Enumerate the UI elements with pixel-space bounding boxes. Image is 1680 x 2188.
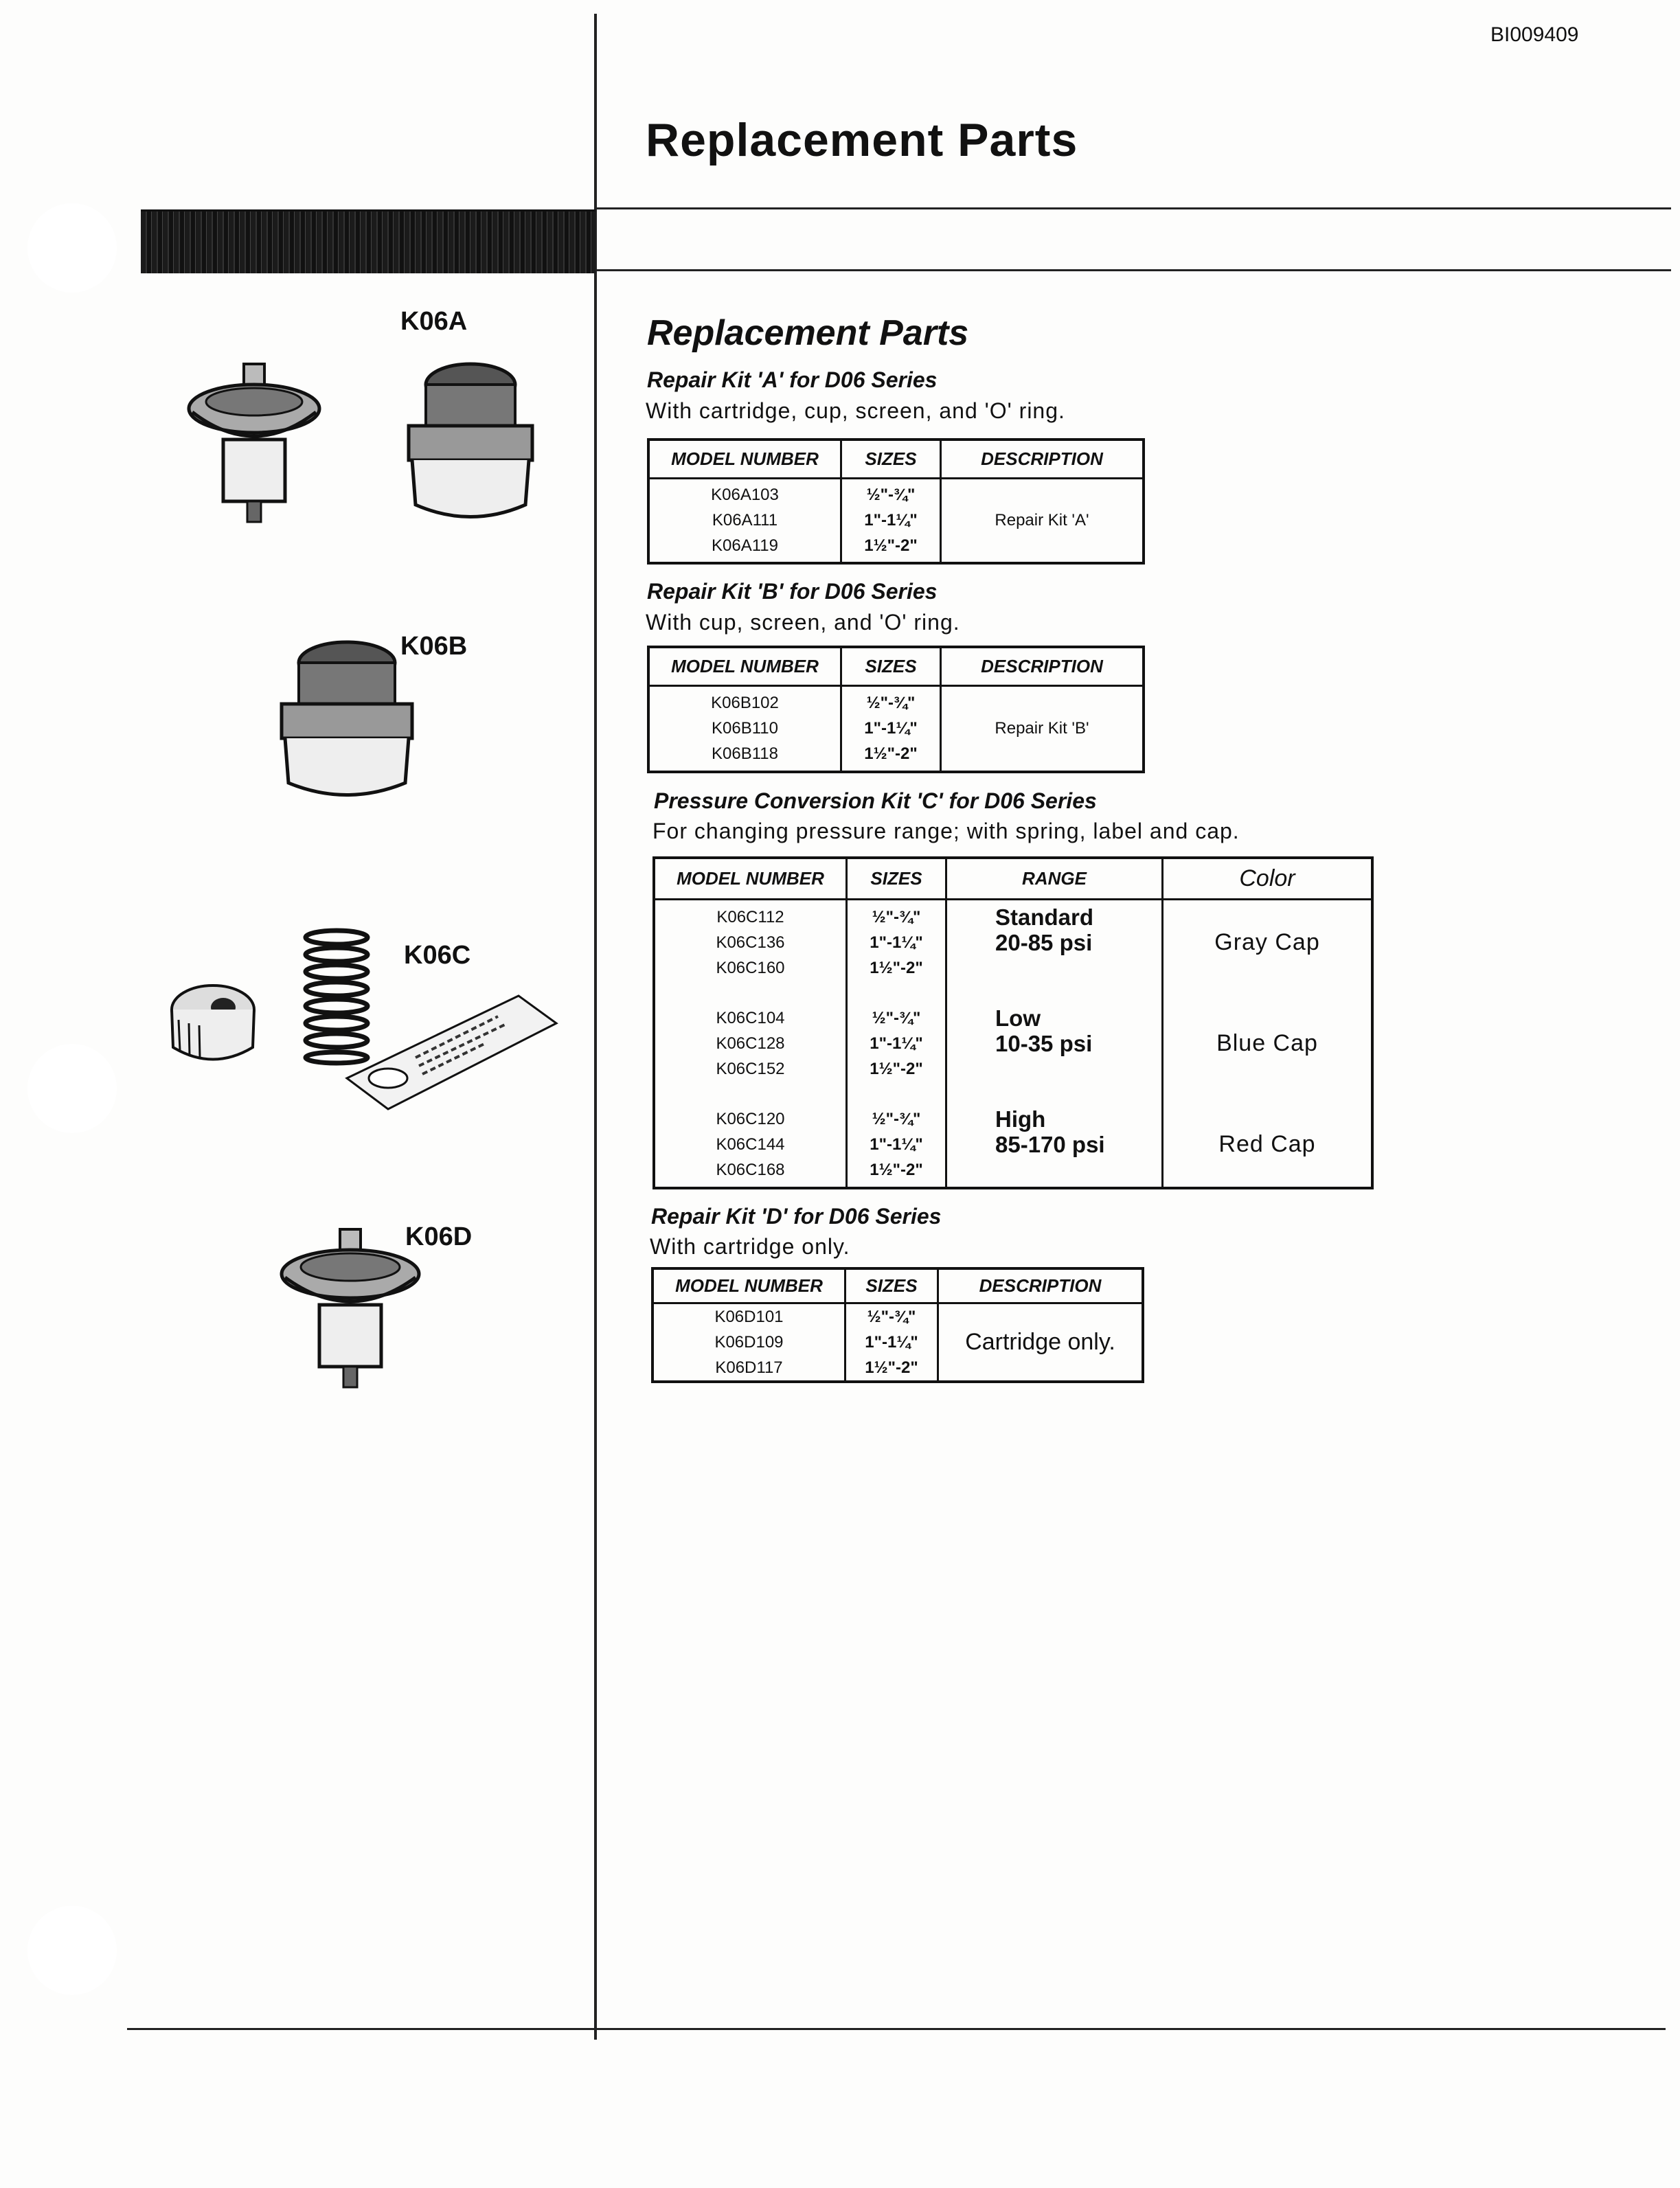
table-header: DESCRIPTION: [941, 647, 1144, 685]
range-cell: [946, 904, 1163, 981]
label-illustration: [347, 989, 560, 1113]
size: 1½"-2": [864, 744, 918, 764]
cartridge-illustration-k06d: [278, 1229, 422, 1401]
punch-hole-middle: [27, 1044, 117, 1133]
size: 1"-1¼": [864, 511, 918, 530]
size: 1½"-2": [870, 959, 923, 977]
size: 1½"-2": [865, 1358, 918, 1377]
kit-b-title: Repair Kit 'B' for D06 Series: [647, 579, 938, 604]
header-rule-lower: [596, 269, 1671, 271]
model-numbers-cell: [648, 478, 841, 563]
table-header: MODEL NUMBER: [648, 440, 841, 478]
kit-b-table: [647, 646, 1145, 773]
model-number: K06B118: [712, 744, 778, 764]
model-number: K06B102: [711, 694, 779, 713]
size: ½"-¾": [866, 486, 916, 505]
range-name: Low: [995, 1005, 1041, 1031]
column-divider: [594, 14, 597, 2040]
table-header: MODEL NUMBER: [654, 858, 847, 899]
document-id: BI009409: [1490, 23, 1579, 46]
part-label-k06d: K06D: [405, 1222, 473, 1251]
kit-a-table: [647, 438, 1145, 565]
model-number: K06D117: [715, 1358, 783, 1377]
table-header: MODEL NUMBER: [648, 647, 841, 685]
size: 1"-1¼": [864, 719, 918, 738]
size: 1½"-2": [864, 536, 918, 556]
model-number: K06C104: [716, 1009, 785, 1027]
model-number: K06D101: [714, 1307, 784, 1326]
model-numbers-cell: [654, 1005, 847, 1082]
range-cell: [946, 1005, 1163, 1082]
size: 1½"-2": [870, 1161, 923, 1179]
size: ½"-¾": [872, 1009, 921, 1027]
cap-illustration: [165, 979, 261, 1075]
model-number: K06C128: [716, 1034, 785, 1053]
model-number: K06D109: [714, 1332, 784, 1352]
part-label-k06b: K06B: [400, 632, 468, 661]
table-row: [654, 1005, 1372, 1082]
size: 1½"-2": [870, 1060, 923, 1078]
model-number: K06C152: [716, 1060, 785, 1078]
range-name: High: [995, 1106, 1046, 1132]
model-number: K06C168: [716, 1161, 785, 1179]
color-cell: Gray Cap: [1163, 904, 1373, 981]
table-row: [654, 1106, 1372, 1183]
kit-b-subtitle: With cup, screen, and 'O' ring.: [646, 610, 960, 635]
dark-banner: [141, 209, 595, 273]
sizes-cell: [841, 478, 941, 563]
table-header: SIZES: [845, 1268, 938, 1303]
size: ½"-¾": [872, 908, 921, 926]
footer-rule: [127, 2028, 1666, 2030]
model-number: K06C136: [716, 933, 785, 952]
sizes-cell: [847, 1106, 946, 1183]
header-rule: [596, 207, 1671, 209]
size: ½"-¾": [867, 1307, 916, 1326]
range-value: 10-35 psi: [995, 1031, 1093, 1056]
sizes-cell: [847, 904, 946, 981]
kit-d-title: Repair Kit 'D' for D06 Series: [651, 1204, 942, 1229]
range-value: 20-85 psi: [995, 930, 1093, 955]
part-label-k06a: K06A: [400, 307, 468, 336]
description-cell: Cartridge only.: [938, 1303, 1144, 1382]
table-header: SIZES: [841, 440, 941, 478]
table-header: Color: [1163, 858, 1373, 899]
model-number: K06C120: [716, 1110, 785, 1128]
size: 1"-1¼": [870, 1034, 923, 1053]
model-numbers-cell: [648, 685, 841, 772]
section-title: Replacement Parts: [647, 313, 969, 353]
table-header: SIZES: [841, 647, 941, 685]
size: 1"-1¼": [870, 1135, 923, 1154]
table-header: DESCRIPTION: [938, 1268, 1144, 1303]
page-title: Replacement Parts: [646, 114, 1078, 166]
cartridge-illustration: [185, 364, 323, 529]
table-header: DESCRIPTION: [941, 440, 1144, 478]
model-number: K06A103: [711, 486, 779, 505]
sizes-cell: [847, 1005, 946, 1082]
model-number: K06A119: [712, 536, 778, 556]
model-number: K06C160: [716, 959, 785, 977]
kit-c-subtitle: For changing pressure range; with spring, label and cap.: [652, 819, 1240, 843]
sizes-cell: [845, 1303, 938, 1382]
model-numbers-cell: [654, 1106, 847, 1183]
model-number: K06C144: [716, 1135, 785, 1154]
kit-d-table: [651, 1267, 1144, 1383]
table-row: [654, 904, 1372, 981]
color-cell: Red Cap: [1163, 1106, 1373, 1183]
range-name: Standard: [995, 904, 1094, 930]
sizes-cell: [841, 685, 941, 772]
table-header: MODEL NUMBER: [652, 1268, 845, 1303]
model-numbers-cell: [652, 1303, 845, 1382]
kit-a-title: Repair Kit 'A' for D06 Series: [647, 367, 938, 392]
part-label-k06c: K06C: [404, 941, 471, 970]
size: 1"-1¼": [865, 1332, 918, 1352]
model-number: K06C112: [716, 908, 784, 926]
description-cell: Repair Kit 'B': [941, 685, 1144, 772]
table-header: RANGE: [946, 858, 1163, 899]
color-cell: Blue Cap: [1163, 1005, 1373, 1082]
kit-a-subtitle: With cartridge, cup, screen, and 'O' ring.: [646, 398, 1065, 423]
description-cell: Repair Kit 'A': [941, 478, 1144, 563]
kit-c-title: Pressure Conversion Kit 'C' for D06 Series: [654, 788, 1097, 813]
model-number: K06B110: [712, 719, 778, 738]
punch-hole-top: [27, 203, 117, 293]
range-cell: [946, 1106, 1163, 1183]
size: ½"-¾": [872, 1110, 921, 1128]
range-value: 85-170 psi: [995, 1132, 1105, 1157]
punch-hole-bottom: [27, 1906, 117, 1995]
size: 1"-1¼": [870, 933, 923, 952]
kit-c-table: [652, 856, 1374, 1189]
model-number: K06A111: [712, 511, 778, 530]
kit-d-subtitle: With cartridge only.: [650, 1234, 850, 1259]
cup-screen-illustration-k06b: [271, 635, 422, 807]
cup-screen-illustration: [402, 357, 539, 529]
size: ½"-¾": [866, 694, 916, 713]
table-header: SIZES: [847, 858, 946, 899]
model-numbers-cell: [654, 904, 847, 981]
